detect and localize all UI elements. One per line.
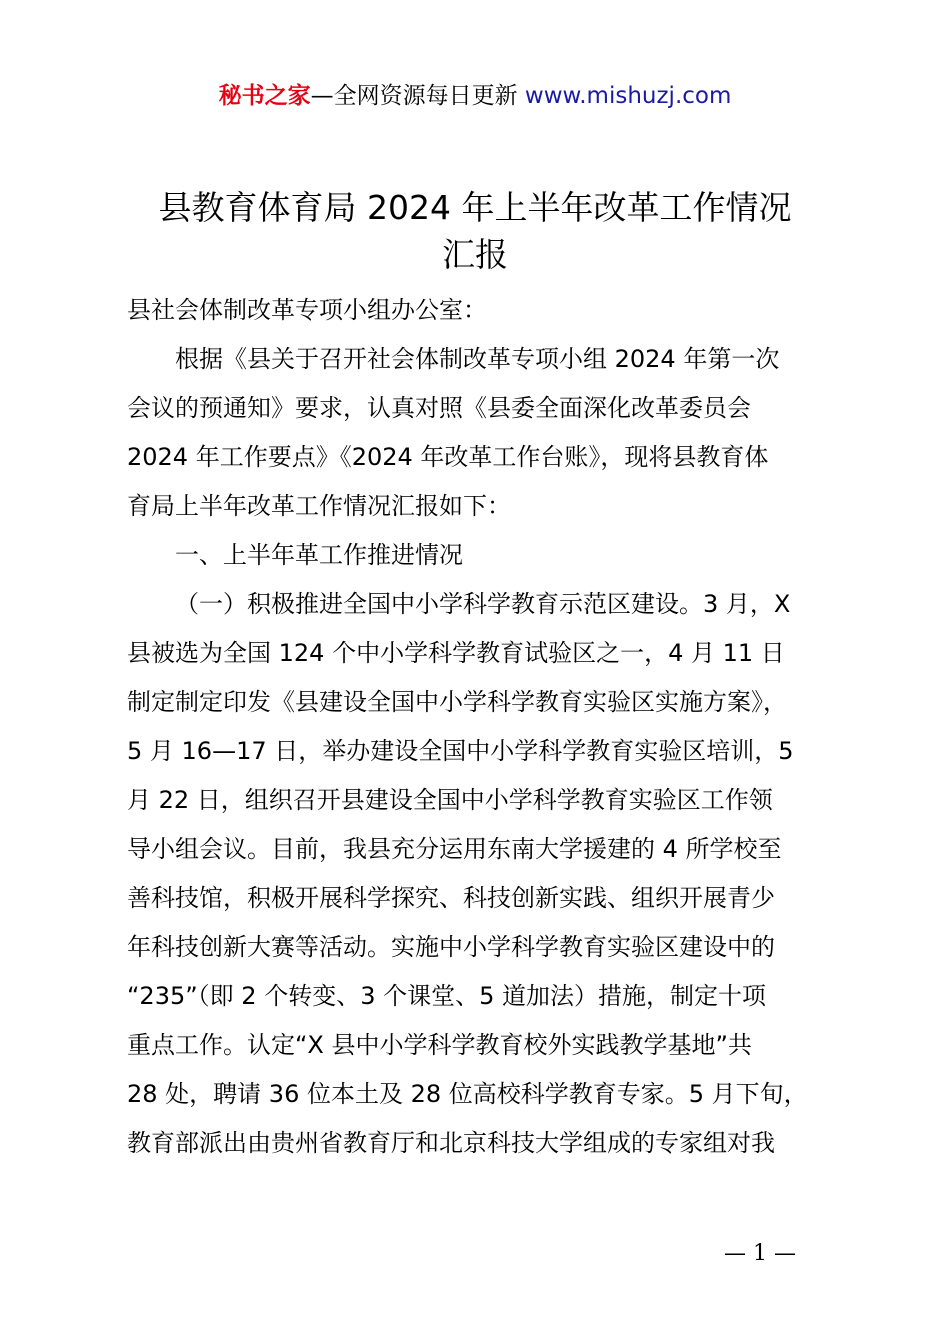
site-header — [0, 80, 950, 112]
body-line: “235”（即 2 个转变、3 个课堂、5 道加法）措施，制定十项 — [127, 982, 766, 1010]
body-line: 月 22 日，组织召开县建设全国中小学科学教育实验区工作领 — [127, 786, 773, 814]
body-line: 制定制定印发《县建设全国中小学科学教育实验区实施方案》， — [127, 688, 787, 716]
salutation: 县社会体制改革专项小组办公室： — [127, 296, 487, 324]
header-slogan: —全网资源每日更新 — [310, 83, 525, 109]
body-line: （一）积极推进全国中小学科学教育示范区建设。3 月，X — [175, 590, 791, 618]
body-line: 教育部派出由贵州省教育厅和北京科技大学组成的专家组对我 — [127, 1129, 775, 1157]
body-line: 28 处，聘请 36 位本土及 28 位高校科学教育专家。5 月下旬， — [127, 1080, 808, 1108]
body-line: 5 月 16—17 日，举办建设全国中小学科学教育实验区培训，5 — [127, 737, 794, 765]
body-line: 会议的预通知》要求，认真对照《县委全面深化改革委员会 — [127, 394, 751, 422]
body-line: 育局上半年改革工作情况汇报如下： — [127, 492, 511, 520]
title-line-1: 县教育体育局 2024 年上半年改革工作情况 — [158, 188, 792, 227]
body-line: 导小组会议。目前，我县充分运用东南大学援建的 4 所学校至 — [127, 835, 782, 863]
page-number: — 1 — — [724, 1241, 796, 1266]
section-heading: 一、上半年革工作推进情况 — [175, 541, 463, 569]
body-line: 2024 年工作要点》《2024 年改革工作台账》，现将县教育体 — [127, 443, 769, 471]
brand-name: 秘书之家 — [218, 83, 311, 109]
document-title — [0, 184, 950, 278]
body-line: 根据《县关于召开社会体制改革专项小组 2024 年第一次 — [175, 345, 780, 373]
body-line: 重点工作。认定“X 县中小学科学教育校外实践教学基地”共 — [127, 1031, 752, 1059]
title-line-2: 汇报 — [442, 235, 508, 274]
site-url[interactable]: www.mishuzj.com — [524, 83, 732, 109]
body-line: 年科技创新大赛等活动。实施中小学科学教育实验区建设中的 — [127, 933, 775, 961]
body-line: 善科技馆，积极开展科学探究、科技创新实践、组织开展青少 — [127, 884, 775, 912]
document-body — [127, 286, 847, 1168]
body-line: 县被选为全国 124 个中小学科学教育试验区之一，4 月 11 日 — [127, 639, 785, 667]
